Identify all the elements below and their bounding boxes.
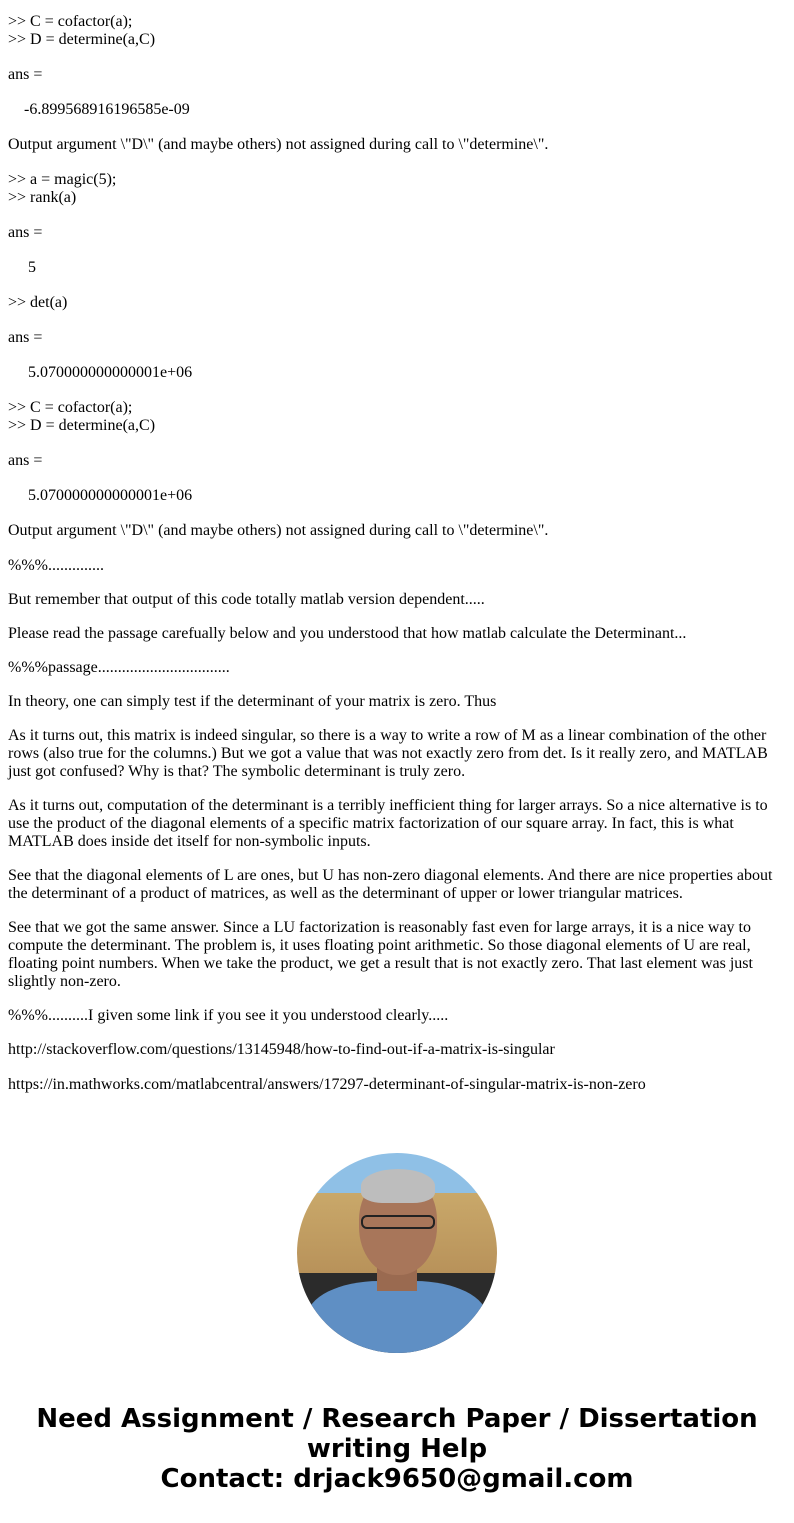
paragraph [8,452,784,470]
paragraph [8,487,784,505]
paragraph [8,1007,784,1025]
author-photo [297,1153,497,1353]
paragraph [8,919,784,991]
paragraph [8,1041,784,1059]
text-line: >> a = magic(5); [8,171,117,188]
contact-banner [0,1404,794,1494]
document-body [8,13,784,1111]
text-line: -6.899568916196585e-09 [24,101,190,118]
text-line: 5.070000000000001e+06 [28,487,193,504]
text-line: >> C = cofactor(a); [8,399,133,416]
paragraph [8,591,784,609]
paragraph [8,329,784,347]
text-line: ans = [8,329,43,346]
banner-line-2: writing Help [306,1434,488,1464]
text-line: 5 [28,259,36,276]
paragraph [8,522,784,540]
text-line: In theory, one can simply test if the determinant of your matrix is zero. Thus [8,693,497,710]
text-line: Please read the passage carefually below and you understood that how matlab calculate the Determinant... [8,625,687,642]
paragraph [8,136,784,154]
paragraph [8,399,784,435]
paragraph [8,1076,784,1094]
photo-hair [361,1169,435,1203]
text-line: ans = [8,224,43,241]
paragraph [8,797,784,851]
paragraph [8,259,784,277]
text-line: >> det(a) [8,294,68,311]
paragraph [8,693,784,711]
text-line: %%%..........I given some link if you see it you understood clearly..... [8,1007,449,1024]
text-line: Output argument \"D\" (and maybe others) not assigned during call to \"determine\". [8,136,549,153]
paragraph [8,171,784,207]
paragraph [8,224,784,242]
photo-shirt [307,1281,487,1353]
banner-line-1: Need Assignment / Research Paper / Dissertation [36,1404,758,1434]
text-line: ans = [8,452,43,469]
paragraph [8,867,784,903]
paragraph [8,557,784,575]
paragraph [8,294,784,312]
text-line: >> rank(a) [8,189,77,206]
text-line: >> D = determine(a,C) [8,417,156,434]
text-line: ans = [8,66,43,83]
text-line: See that we got the same answer. Since a LU factorization is reasonably fast even for large arrays, it is a nice way to compute the determinant. The problem is, it uses floating point arithmetic. So those diagonal elements of U are real, floating point numbers. When we take the product, we get a result that is not exactly zero. That last element was just slightly non-zero. [8,919,753,990]
text-line: >> C = cofactor(a); [8,13,133,30]
link[interactable]: https://in.mathworks.com/matlabcentral/answers/17297-determinant-of-singular-matrix-is-non-zero [8,1076,646,1093]
paragraph [8,625,784,643]
text-line: %%%.............. [8,557,104,574]
text-line: 5.070000000000001e+06 [28,364,193,381]
paragraph [8,101,784,119]
text-line: See that the diagonal elements of L are ones, but U has non-zero diagonal elements. And there are nice properties about the determinant of a product of matrices, as well as the determinant of upper or lower triangular matrices. [8,867,773,902]
paragraph [8,659,784,677]
banner-line-3: Contact: drjack9650@gmail.com [160,1464,634,1494]
paragraph [8,13,784,49]
paragraph [8,727,784,781]
text-line: >> D = determine(a,C) [8,31,156,48]
paragraph [8,66,784,84]
link[interactable]: http://stackoverflow.com/questions/13145948/how-to-find-out-if-a-matrix-is-singular [8,1041,555,1058]
text-line: As it turns out, computation of the determinant is a terribly inefficient thing for larger arrays. So a nice alternative is to use the product of the diagonal elements of a specific matrix factorization of our square array. In fact, this is what MATLAB does inside det itself for non-symbolic inputs. [8,797,768,850]
paragraph [8,364,784,382]
text-line: Output argument \"D\" (and maybe others) not assigned during call to \"determine\". [8,522,549,539]
text-line: But remember that output of this code totally matlab version dependent..... [8,591,485,608]
text-line: As it turns out, this matrix is indeed singular, so there is a way to write a row of M as a linear combination of the other rows (also true for the columns.) But we got a value that was not exactly zero from det. Is it really zero, and MATLAB just got confused? Why is that? The symbolic determinant is truly zero. [8,727,768,780]
photo-glasses [361,1215,435,1229]
text-line: %%%passage................................. [8,659,230,676]
